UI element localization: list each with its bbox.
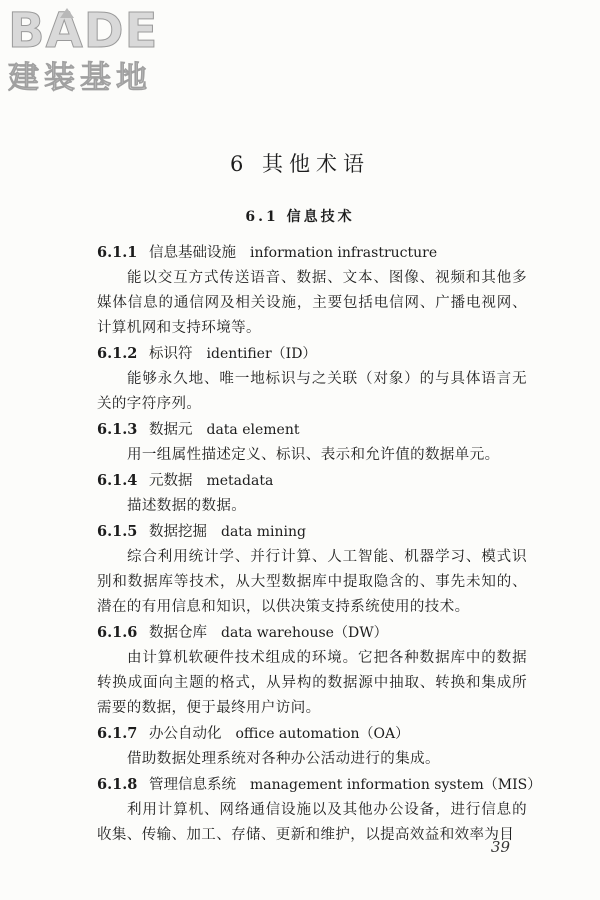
chapter-title: 6 其他术语 <box>229 152 371 176</box>
term-english-name: office automation（OA） <box>235 726 410 742</box>
term-english-name: information infrastructure <box>250 245 438 261</box>
term-number: 6.1.4 <box>97 472 138 489</box>
term-entry <box>97 240 527 341</box>
term-english-name: management information system（MIS） <box>250 777 542 793</box>
term-english-name: data warehouse（DW） <box>221 625 388 641</box>
term-english-name: data mining <box>221 524 306 540</box>
term-english-name: metadata <box>206 473 274 489</box>
logo-latin-text: BADE <box>8 3 159 59</box>
watermark-logo <box>8 3 183 96</box>
term-definition: 综合利用统计学、并行计算、人工智能、机器学习、模式识别和数据库等技术，从大型数据库中提取隐含的、事先未知的、潜在的有用信息和知识，以供决策支持系统使用的技术。 <box>97 549 527 615</box>
term-chinese-name: 数据仓库 <box>149 625 207 641</box>
term-heading <box>97 341 527 367</box>
term-heading <box>97 620 527 646</box>
term-heading <box>97 772 542 798</box>
term-entry <box>97 519 527 620</box>
page-number: 39 <box>490 838 510 856</box>
term-heading <box>97 468 527 494</box>
term-definition: 能以交互方式传送语音、数据、文本、图像、视频和其他多媒体信息的通信网及相关设施，主要包括电信网、广播电视网、计算机网和支持环境等。 <box>97 270 527 336</box>
term-chinese-name: 数据挖掘 <box>149 524 207 540</box>
term-definition: 能够永久地、唯一地标识与之关联（对象）的与具体语言无关的字符序列。 <box>97 371 527 412</box>
term-heading <box>97 519 527 545</box>
term-english-name: identifier（ID） <box>206 346 317 362</box>
term-entry <box>97 341 527 417</box>
term-number: 6.1.6 <box>97 624 138 641</box>
term-number: 6.1.5 <box>97 523 138 540</box>
term-definition: 用一组属性描述定义、标识、表示和允许值的数据单元。 <box>127 447 500 463</box>
term-chinese-name: 数据元 <box>149 422 193 438</box>
term-number: 6.1.2 <box>97 345 138 362</box>
term-number: 6.1.3 <box>97 421 138 438</box>
term-entry <box>97 721 527 772</box>
term-heading <box>97 240 527 266</box>
term-definition: 利用计算机、网络通信设施以及其他办公设备，进行信息的收集、传输、加工、存储、更新和维护，以提高效益和效率为目 <box>97 802 527 843</box>
term-heading <box>97 721 527 747</box>
term-definition: 借助数据处理系统对各种办公活动进行的集成。 <box>127 751 440 767</box>
term-entry <box>97 417 527 468</box>
term-chinese-name: 办公自动化 <box>149 726 222 742</box>
term-entry <box>97 772 542 848</box>
term-chinese-name: 标识符 <box>149 346 193 362</box>
term-number: 6.1.1 <box>97 244 138 261</box>
term-definition: 由计算机软硬件技术组成的环境。它把各种数据库中的数据转换成面向主题的格式，从异构的数据源中抽取、转换和集成所需要的数据，便于最终用户访问。 <box>97 650 527 716</box>
term-number: 6.1.7 <box>97 725 138 742</box>
logo-chinese-text: 建装基地 <box>8 60 152 96</box>
term-chinese-name: 信息基础设施 <box>149 245 236 261</box>
section-title: 6.1 信息技术 <box>245 209 355 225</box>
term-entry <box>97 468 527 519</box>
term-definition: 描述数据的数据。 <box>127 498 247 514</box>
term-chinese-name: 元数据 <box>149 473 193 489</box>
terms-list <box>97 240 542 848</box>
logo-triangle-mark <box>60 8 74 18</box>
term-entry <box>97 620 527 721</box>
term-chinese-name: 管理信息系统 <box>149 777 236 793</box>
term-heading <box>97 417 527 443</box>
term-number: 6.1.8 <box>97 776 138 793</box>
term-english-name: data element <box>206 422 300 438</box>
